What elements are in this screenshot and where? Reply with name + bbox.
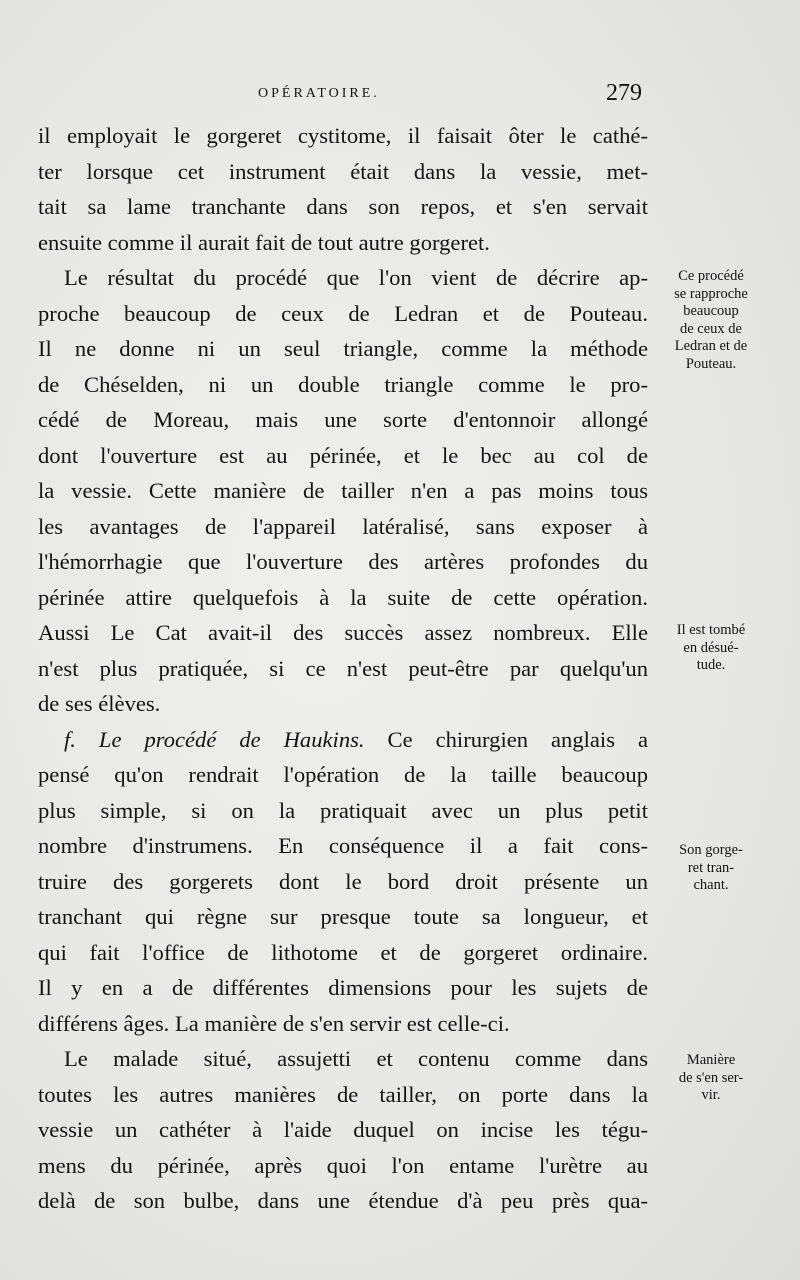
margin-note-line: Pouteau. (685, 355, 737, 372)
margin-note-line: Son gorge- (679, 842, 743, 858)
running-head: OPÉRATOIRE. (258, 86, 380, 101)
margin-note-line: chant. (693, 877, 729, 893)
text-line: vessie un cathéter à l'aide duquel on incise les tégu- (38, 1117, 648, 1142)
text-line: de Chéselden, ni un double triangle comme le pro- (38, 371, 648, 397)
text-line: toutes les autres manières de tailler, on porte dans la (38, 1081, 648, 1107)
text-line: plus simple, si on la pratiquait avec un plus petit (38, 797, 648, 823)
section-heading: f. Le procédé de Haukins. (64, 726, 365, 752)
text-line: tranchant qui règne sur presque toute sa longueur, et (38, 904, 648, 929)
text-line: Le résultat du procédé que l'on vient de décrire ap- (64, 265, 648, 290)
page-number: 279 (606, 80, 642, 106)
text-line: différens âges. La manière de s'en servir est celle-ci. (38, 1010, 510, 1036)
margin-note-line: se rapproche (674, 285, 748, 302)
margin-note-line: vir. (701, 1087, 721, 1103)
text-line: il employait le gorgeret cystitome, il faisait ôter le cathé- (38, 123, 648, 148)
text-line: Aussi Le Cat avait-il des succès assez nombreux. Elle (38, 620, 648, 645)
margin-note (656, 268, 766, 373)
text-line: n'est plus pratiquée, si ce n'est peut-être par quelqu'un (38, 655, 648, 681)
margin-note-line: Ce procédé (678, 268, 744, 284)
text-line: la vessie. Cette manière de tailler n'en a pas moins tous (38, 478, 648, 503)
margin-note-line: tude. (696, 657, 726, 673)
page-header (40, 80, 650, 110)
margin-note (656, 622, 766, 675)
margin-note (656, 1052, 766, 1105)
margin-note-line: beaucoup (683, 303, 739, 319)
text-line: l'hémorrhagie que l'ouverture des artères profondes du (38, 549, 648, 574)
text-line: cédé de Moreau, mais une sorte d'entonnoir allongé (38, 407, 648, 432)
margin-note-line: de s'en ser- (678, 1069, 744, 1086)
text-line: ensuite comme il aurait fait de tout autre gorgeret. (38, 229, 490, 255)
text-line: tait sa lame tranchante dans son repos, et s'en servait (38, 194, 648, 219)
text-line: pensé qu'on rendrait l'opération de la taille beaucoup (38, 762, 648, 787)
margin-note-line: de ceux de (680, 320, 742, 337)
margin-note-line: Ledran et de (674, 338, 748, 354)
margin-note-line: Il est tombé (676, 622, 746, 638)
text-line: truire des gorgerets dont le bord droit présente un (38, 868, 648, 894)
text-line: Il y en a de différentes dimensions pour les sujets de (38, 975, 648, 1000)
text-line (38, 722, 648, 758)
text-line: dont l'ouverture est au périnée, et le bec au col de (38, 442, 648, 468)
margin-note-line: Manière (686, 1052, 736, 1068)
margin-note (656, 842, 766, 895)
text-line: delà de son bulbe, dans une étendue d'à peu près qua- (38, 1188, 648, 1213)
text-line: périnée attire quelquefois à la suite de cette opération. (38, 584, 648, 610)
text-line: les avantages de l'appareil latéralisé, sans exposer à (38, 513, 648, 539)
text-line: Le malade situé, assujetti et contenu comme dans (64, 1046, 648, 1071)
margin-note-line: ret tran- (687, 859, 735, 876)
text-line: Il ne donne ni un seul triangle, comme la méthode (38, 336, 648, 361)
text-line: proche beaucoup de ceux de Ledran et de Pouteau. (38, 300, 648, 326)
text-line-rest: Ce chirurgien anglais a (387, 726, 648, 752)
text-line: mens du périnée, après quoi l'on entame l'urètre au (38, 1152, 648, 1178)
margin-note-line: en désué- (683, 639, 739, 656)
text-line: nombre d'instrumens. En conséquence il a fait cons- (38, 833, 648, 858)
text-line: ter lorsque cet instrument était dans la vessie, met- (38, 158, 648, 184)
body-text (38, 118, 648, 1219)
text-line: de ses élèves. (38, 691, 161, 716)
text-line: qui fait l'office de lithotome et de gorgeret ordinaire. (38, 939, 648, 965)
